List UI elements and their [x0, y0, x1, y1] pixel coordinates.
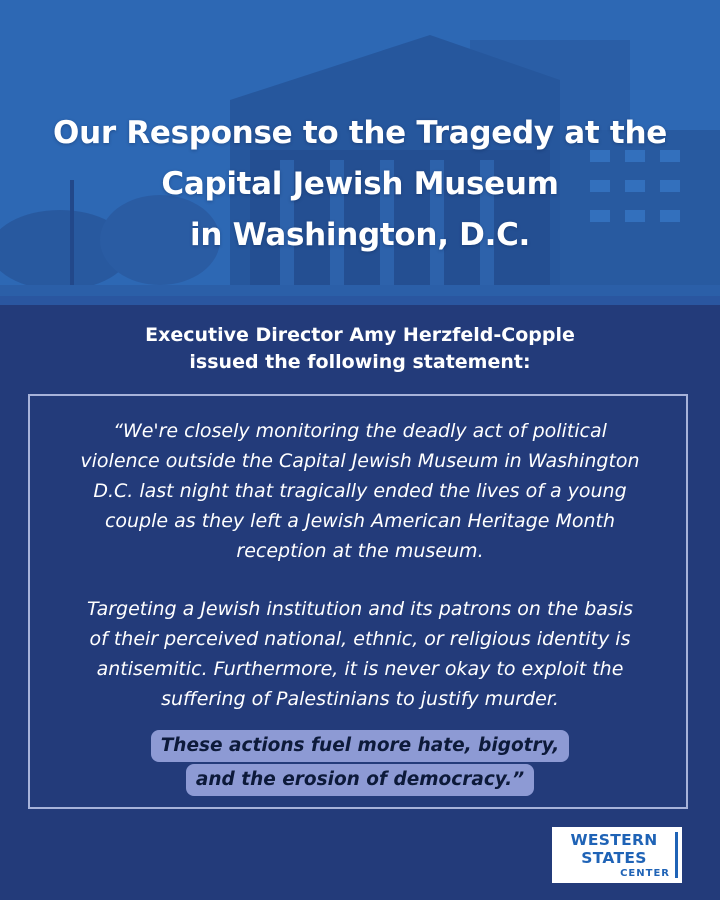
title-line: in Washington, D.C. — [190, 217, 530, 253]
logo-line: CENTER — [620, 868, 670, 879]
paragraph-line: “We're closely monitoring the deadly act of political — [113, 420, 607, 442]
paragraph-line: suffering of Palestinians to justify murder. — [161, 688, 559, 710]
title-line: Our Response to the Tragedy at the — [53, 115, 667, 151]
title-line: Capital Jewish Museum — [161, 166, 559, 202]
paragraph-line: couple as they left a Jewish American Heritage Month — [104, 510, 616, 532]
statement-paragraph-1 — [30, 416, 690, 566]
highlight-line: and the erosion of democracy.” — [186, 764, 534, 796]
logo-line: STATES — [581, 849, 647, 867]
paragraph-line: violence outside the Capital Jewish Museum in Washington — [80, 450, 640, 472]
logo-accent-bar — [675, 832, 678, 878]
paragraph-line: of their perceived national, ethnic, or religious identity is — [89, 628, 631, 650]
highlight-line: These actions fuel more hate, bigotry, — [151, 730, 570, 762]
paragraph-line: antisemitic. Furthermore, it is never okay to exploit the — [96, 658, 624, 680]
intro-line: issued the following statement: — [189, 351, 531, 373]
page-title — [0, 108, 720, 261]
statement-quote-box — [28, 394, 688, 809]
logo-line: WESTERN — [570, 831, 658, 849]
paragraph-line: Targeting a Jewish institution and its patrons on the basis — [86, 598, 634, 620]
statement-intro — [0, 322, 720, 376]
statement-paragraph-2 — [30, 594, 690, 714]
logo-wordmark — [558, 831, 670, 880]
highlighted-quote — [30, 730, 690, 796]
paragraph-line: D.C. last night that tragically ended the lives of a young — [93, 480, 627, 502]
paragraph-line: reception at the museum. — [236, 540, 484, 562]
intro-line: Executive Director Amy Herzfeld-Copple — [145, 324, 575, 346]
western-states-center-logo — [552, 827, 682, 883]
hero-banner — [0, 0, 720, 305]
